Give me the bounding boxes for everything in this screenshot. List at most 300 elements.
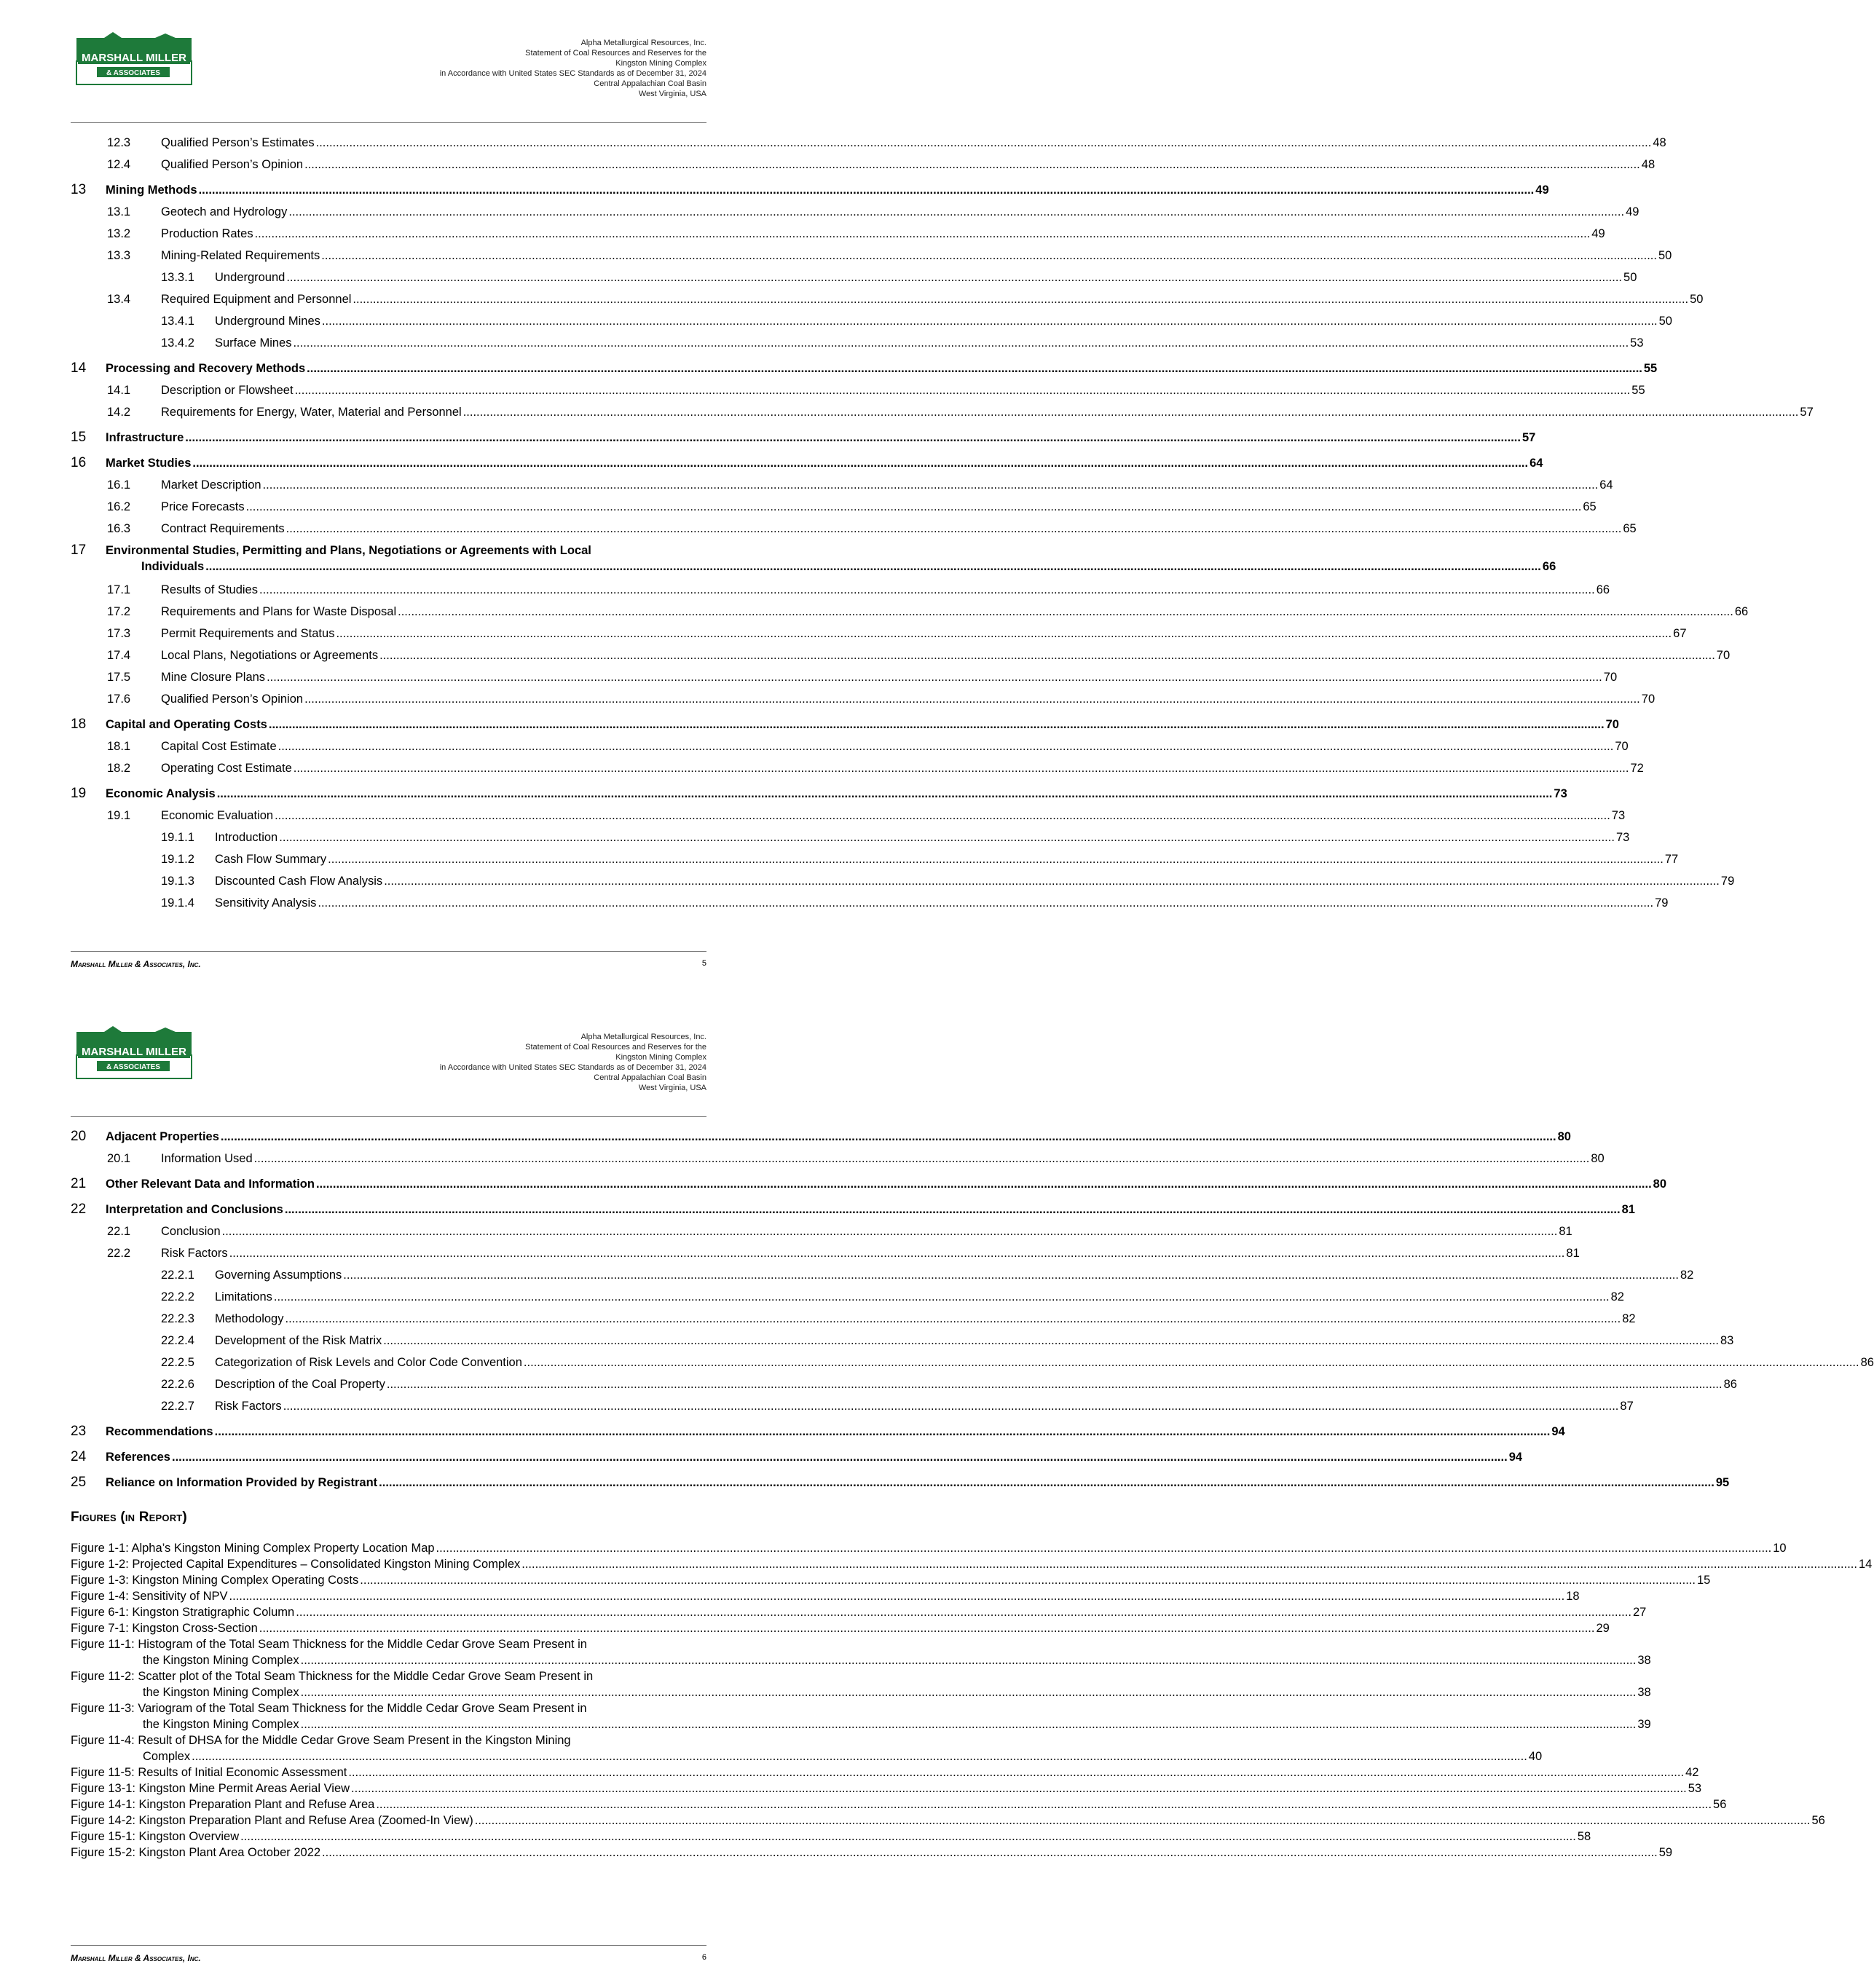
dot-leader <box>475 1813 1811 1829</box>
dot-leader <box>274 1286 1610 1308</box>
toc-entry[interactable] <box>71 178 1549 201</box>
toc-entry-title: Capital and Operating Costs <box>106 718 267 731</box>
toc-entry-page: 50 <box>1658 249 1672 262</box>
toc-entry[interactable] <box>71 379 1645 401</box>
header-line: West Virginia, USA <box>638 1084 706 1092</box>
toc-entry-title: Results of Studies <box>161 583 258 596</box>
figure-entry-page: 29 <box>1596 1622 1610 1635</box>
dot-leader <box>267 666 1602 688</box>
marshall-miller-logo <box>75 1026 193 1081</box>
figure-entry[interactable] <box>71 1700 1651 1732</box>
toc-entry-number: 22.2 <box>107 1247 131 1260</box>
toc-entry-title: Limitations <box>215 1290 272 1303</box>
toc-entry-page: 81 <box>1559 1225 1572 1238</box>
figure-entry[interactable] <box>71 1829 1591 1845</box>
header-line: Central Appalachian Coal Basin <box>594 1073 706 1082</box>
toc-entry-number: 13.2 <box>107 227 131 240</box>
toc-entry-page: 50 <box>1623 271 1637 284</box>
toc-entry-title: Production Rates <box>161 227 253 240</box>
toc-entry-page: 66 <box>1596 583 1610 596</box>
figure-entry-page: 56 <box>1713 1798 1727 1811</box>
header-line: Central Appalachian Coal Basin <box>594 79 706 88</box>
toc-entry-title: Underground Mines <box>215 315 320 328</box>
toc-entry-number: 16.3 <box>107 522 131 535</box>
toc-entry-page: 53 <box>1630 336 1644 350</box>
figure-entry-title: Figure 1-4: Sensitivity of NPV <box>71 1590 228 1603</box>
figure-entry-title: Figure 11-1: Histogram of the Total Seam Thickness for the Middle Cedar Grove Seam Present in <box>71 1638 587 1651</box>
header-line: West Virginia, USA <box>638 90 706 98</box>
toc-entry[interactable] <box>71 870 1735 892</box>
toc-entry[interactable] <box>71 735 1629 757</box>
toc-entry-number: 19.1.1 <box>161 831 194 844</box>
footer-company: Marshall Miller & Associates, Inc. <box>71 1953 201 1963</box>
dot-leader <box>275 805 1610 827</box>
toc-entry-page: 48 <box>1653 136 1666 149</box>
document-page-5 <box>0 0 1814 994</box>
figure-entry-title: Figure 15-1: Kingston Overview <box>71 1830 240 1843</box>
dot-leader <box>436 1540 1772 1556</box>
toc-entry-title: Governing Assumptions <box>215 1269 342 1282</box>
toc-entry-title: Qualified Person’s Opinion <box>161 158 304 171</box>
toc-entry-page: 50 <box>1690 293 1704 306</box>
toc-entry-number: 21 <box>71 1176 87 1191</box>
toc-entry-page: 73 <box>1554 787 1567 800</box>
toc-entry-number: 19.1.2 <box>161 853 194 866</box>
dot-leader <box>336 623 1672 644</box>
toc-entry-title: Geotech and Hydrology <box>161 205 288 218</box>
dot-leader <box>205 559 1541 575</box>
toc-entry-number: 13.4.1 <box>161 315 194 328</box>
toc-entry-page: 72 <box>1630 762 1644 775</box>
toc-entry[interactable] <box>71 1471 1730 1494</box>
toc-entry[interactable] <box>71 601 1749 623</box>
document-header-info <box>440 38 706 99</box>
toc-entry-title: Introduction <box>215 831 278 844</box>
dot-leader <box>192 1748 1527 1764</box>
dot-leader <box>304 154 1640 175</box>
toc-entry-page: 49 <box>1626 205 1639 218</box>
figure-entry-page: 38 <box>1637 1654 1651 1667</box>
toc-entry[interactable] <box>71 132 1666 154</box>
dot-leader <box>353 288 1688 310</box>
toc-entry-title: Requirements and Plans for Waste Disposal <box>161 605 397 618</box>
toc-entry-title: Description or Flowsheet <box>161 384 294 397</box>
toc-entry-page: 70 <box>1603 671 1618 684</box>
toc-entry-title: Environmental Studies, Permitting and Plans, Negotiations or Agreements with Local <box>106 544 591 557</box>
dot-leader <box>259 579 1595 601</box>
figure-entry-title: Figure 6-1: Kingston Stratigraphic Column <box>71 1606 295 1619</box>
dot-leader <box>263 474 1599 496</box>
toc-entry[interactable] <box>71 1264 1694 1286</box>
figure-entry-page: 18 <box>1566 1590 1580 1603</box>
figure-entry[interactable] <box>71 1636 1651 1668</box>
toc-entry[interactable] <box>71 1395 1634 1417</box>
toc-entry[interactable] <box>71 579 1610 601</box>
toc-entry[interactable] <box>71 223 1605 245</box>
dot-leader <box>283 1395 1619 1417</box>
figure-entry-title: Figure 1-3: Kingston Mining Complex Operating Costs <box>71 1574 359 1587</box>
toc-entry-page: 82 <box>1622 1312 1636 1325</box>
figure-entry-page: 27 <box>1632 1606 1647 1619</box>
dot-leader <box>348 1764 1684 1780</box>
toc-entry-title: Adjacent Properties <box>106 1130 219 1143</box>
toc-entry-number: 14.1 <box>107 384 131 397</box>
toc-entry[interactable] <box>71 848 1679 870</box>
figure-entry[interactable] <box>71 1540 1787 1556</box>
dot-leader <box>398 601 1733 623</box>
dot-leader <box>463 401 1799 423</box>
dot-leader <box>322 310 1658 332</box>
toc-entry-title: Description of the Coal Property <box>215 1378 385 1391</box>
toc-entry-title: Categorization of Risk Levels and Color Code Convention <box>215 1356 522 1369</box>
toc-entry-number: 16.2 <box>107 500 131 513</box>
document-page-6 <box>0 994 1874 1988</box>
svg-text:& ASSOCIATES: & ASSOCIATES <box>106 1063 160 1071</box>
dot-leader <box>383 1330 1719 1352</box>
figure-entry-page: 38 <box>1637 1686 1651 1699</box>
toc-entry-number: 13.3.1 <box>161 271 194 284</box>
figure-entry[interactable] <box>71 1588 1580 1604</box>
toc-entry-page: 66 <box>1542 560 1556 573</box>
figure-entry-page: 40 <box>1528 1750 1543 1763</box>
toc-entry-number: 17.2 <box>107 605 131 618</box>
toc-entry-number: 22.2.1 <box>161 1269 194 1282</box>
toc-entry[interactable] <box>71 1445 1523 1468</box>
toc-entry[interactable] <box>71 666 1618 688</box>
table-of-contents <box>71 132 1814 914</box>
dot-leader <box>321 245 1657 267</box>
toc-entry[interactable] <box>71 892 1669 914</box>
figure-entry-title-continued <box>143 1652 1651 1668</box>
dot-leader <box>285 1308 1621 1330</box>
dot-leader <box>328 848 1664 870</box>
dot-leader <box>286 267 1622 288</box>
dot-leader <box>294 757 1629 779</box>
toc-entry-page: 65 <box>1623 522 1637 535</box>
toc-entry[interactable] <box>71 288 1704 310</box>
toc-entry-number: 17 <box>71 543 87 558</box>
toc-entry[interactable] <box>71 154 1656 175</box>
toc-entry-number: 22.2.5 <box>161 1356 194 1369</box>
dot-leader <box>278 735 1614 757</box>
toc-entry-page: 83 <box>1720 1334 1734 1347</box>
toc-entry-page: 57 <box>1800 406 1814 419</box>
toc-entry-title: Individuals <box>141 560 205 573</box>
page-footer <box>71 1953 706 1963</box>
toc-entry-title: Reliance on Information Provided by Registrant <box>106 1476 378 1489</box>
figure-entry[interactable] <box>71 1668 1651 1700</box>
toc-entry-title: Operating Cost Estimate <box>161 762 292 775</box>
dot-leader <box>192 452 1528 475</box>
dot-leader <box>293 332 1629 354</box>
page-footer <box>71 959 706 969</box>
toc-entry[interactable] <box>71 332 1644 354</box>
figure-entry-title: the Kingston Mining Complex <box>143 1686 299 1699</box>
figure-entry[interactable] <box>71 1620 1610 1636</box>
toc-entry-title: Risk Factors <box>215 1400 282 1413</box>
toc-entry-page: 86 <box>1723 1378 1737 1391</box>
toc-entry[interactable] <box>71 1286 1624 1308</box>
dot-leader <box>295 379 1631 401</box>
toc-entry[interactable] <box>71 1172 1667 1195</box>
toc-entry-page: 49 <box>1591 227 1605 240</box>
toc-entry[interactable] <box>71 518 1637 540</box>
figure-entry[interactable] <box>71 1845 1673 1861</box>
toc-entry-page: 70 <box>1615 740 1629 753</box>
toc-entry-number: 22.2.6 <box>161 1378 194 1391</box>
toc-entry-number: 18.1 <box>107 740 131 753</box>
svg-text:& ASSOCIATES: & ASSOCIATES <box>106 69 160 77</box>
dot-leader <box>296 1604 1631 1620</box>
toc-entry-page: 70 <box>1716 649 1731 662</box>
toc-entry[interactable] <box>71 1308 1636 1330</box>
dot-leader <box>521 1556 1857 1572</box>
dot-leader <box>360 1572 1696 1588</box>
figure-entry[interactable] <box>71 1764 1699 1780</box>
toc-entry[interactable] <box>71 357 1658 379</box>
toc-entry-number: 19.1.4 <box>161 896 194 910</box>
dot-leader <box>376 1796 1712 1813</box>
figure-entry[interactable] <box>71 1732 1543 1764</box>
toc-entry-page: 80 <box>1591 1152 1605 1165</box>
toc-entry[interactable] <box>71 805 1626 827</box>
toc-entry-title: Mining-Related Requirements <box>161 249 320 262</box>
toc-entry-number: 14.2 <box>107 406 131 419</box>
toc-entry-page: 80 <box>1653 1178 1667 1191</box>
toc-entry-number: 16.1 <box>107 478 131 492</box>
figure-entry-title: Figure 11-5: Results of Initial Economic Assessment <box>71 1766 347 1779</box>
toc-entry-number: 22.2.7 <box>161 1400 194 1413</box>
dot-leader <box>221 1126 1556 1148</box>
dot-leader <box>269 714 1605 736</box>
toc-entry[interactable] <box>71 401 1814 423</box>
toc-entry-page: 87 <box>1620 1400 1634 1413</box>
header-line: Kingston Mining Complex <box>615 1053 706 1062</box>
toc-entry-number: 13.4.2 <box>161 336 194 350</box>
toc-entry-title: Underground <box>215 271 286 284</box>
toc-entry-number: 18.2 <box>107 762 131 775</box>
toc-entry-number: 20 <box>71 1129 87 1144</box>
dot-leader <box>316 132 1652 154</box>
dot-leader <box>288 201 1624 223</box>
dot-leader <box>387 1373 1723 1395</box>
toc-entry-number: 22.1 <box>107 1225 131 1238</box>
figure-entry-page: 10 <box>1773 1542 1787 1555</box>
toc-entry-page: 66 <box>1734 605 1749 618</box>
dot-leader <box>343 1264 1679 1286</box>
figures-heading: Figures (in Report) <box>71 1510 187 1525</box>
page-number: 6 <box>701 1953 706 1962</box>
header-line: in Accordance with United States SEC Standards as of December 31, 2024 <box>439 69 706 78</box>
document-header-info <box>440 1032 706 1093</box>
figure-entry-page: 53 <box>1688 1782 1702 1795</box>
toc-entry-number: 17.3 <box>107 627 131 640</box>
toc-entry-title: Market Description <box>161 478 261 492</box>
toc-entry[interactable] <box>71 1148 1605 1169</box>
dot-leader <box>229 1242 1565 1264</box>
toc-entry-page: 55 <box>1631 384 1645 397</box>
figure-entry-page: 39 <box>1637 1718 1651 1731</box>
figure-entry-title: Figure 15-2: Kingston Plant Area October 2022 <box>71 1846 321 1859</box>
header-divider <box>71 1116 706 1117</box>
toc-entry-number: 18 <box>71 717 87 732</box>
header-line: Statement of Coal Resources and Reserves for the <box>525 1043 706 1052</box>
toc-entry[interactable] <box>71 782 1567 805</box>
toc-entry-title: Surface Mines <box>215 336 292 350</box>
figure-entry[interactable] <box>71 1604 1647 1620</box>
figure-entry-title-continued <box>143 1684 1651 1700</box>
toc-entry[interactable] <box>71 496 1597 518</box>
figure-entry-title: Figure 11-4: Result of DHSA for the Middle Cedar Grove Seam Present in the Kingston Mining <box>71 1734 571 1747</box>
toc-entry[interactable] <box>71 451 1543 474</box>
figure-entry[interactable] <box>71 1813 1825 1829</box>
toc-entry-title: Interpretation and Conclusions <box>106 1203 283 1216</box>
header-line: Alpha Metallurgical Resources, Inc. <box>580 39 706 47</box>
toc-entry[interactable] <box>71 644 1731 666</box>
toc-entry-title: Conclusion <box>161 1225 221 1238</box>
toc-entry-title: Permit Requirements and Status <box>161 627 335 640</box>
figure-entry-page: 59 <box>1658 1846 1673 1859</box>
toc-entry-number: 13.1 <box>107 205 131 218</box>
toc-entry[interactable] <box>71 827 1630 848</box>
toc-entry-number: 25 <box>71 1475 87 1490</box>
toc-entry-page: 73 <box>1611 809 1626 822</box>
toc-entry[interactable] <box>71 267 1637 288</box>
figure-entry[interactable] <box>71 1796 1727 1813</box>
toc-entry[interactable] <box>71 713 1619 735</box>
toc-entry-title: Economic Analysis <box>106 787 216 800</box>
figure-entry-title: Figure 11-2: Scatter plot of the Total Seam Thickness for the Middle Cedar Grove Seam Present in <box>71 1670 594 1683</box>
dot-leader <box>240 1829 1576 1845</box>
dot-leader <box>285 1199 1621 1221</box>
dot-leader <box>222 1220 1558 1242</box>
figure-entry-title: Figure 1-1: Alpha’s Kingston Mining Complex Property Location Map <box>71 1542 435 1555</box>
figure-entry[interactable] <box>71 1556 1873 1572</box>
toc-entry-title: Qualified Person’s Estimates <box>161 136 315 149</box>
toc-entry-number: 20.1 <box>107 1152 131 1165</box>
dot-leader <box>215 1421 1551 1443</box>
toc-entry-number: 19.1.3 <box>161 875 194 888</box>
toc-entry-title: Recommendations <box>106 1425 213 1438</box>
header-divider <box>71 122 706 123</box>
dot-leader <box>379 644 1715 666</box>
toc-entry[interactable] <box>71 474 1613 496</box>
dot-leader <box>384 870 1720 892</box>
toc-entry-title: References <box>106 1451 170 1464</box>
dot-leader <box>301 1716 1637 1732</box>
toc-entry[interactable] <box>71 1242 1580 1264</box>
toc-entry[interactable] <box>71 1220 1572 1242</box>
toc-entry-number: 22.2.3 <box>161 1312 194 1325</box>
toc-entry-number: 17.5 <box>107 671 131 684</box>
dot-leader <box>316 1173 1652 1196</box>
dot-leader <box>259 1620 1595 1636</box>
dot-leader <box>172 1446 1508 1469</box>
toc-entry-number: 17.1 <box>107 583 131 596</box>
figure-entry-page: 58 <box>1577 1830 1591 1843</box>
toc-entry-page: 94 <box>1508 1451 1523 1464</box>
toc-entry-page: 64 <box>1599 478 1613 492</box>
dot-leader <box>229 1588 1565 1604</box>
toc-entry[interactable] <box>71 1420 1565 1443</box>
marshall-miller-logo <box>75 32 193 87</box>
toc-entry[interactable] <box>71 245 1672 267</box>
dot-leader <box>307 358 1642 380</box>
toc-entry-number: 13.4 <box>107 293 131 306</box>
toc-entry-number: 16 <box>71 455 87 470</box>
toc-entry-title: Mining Methods <box>106 184 197 197</box>
toc-entry-page: 73 <box>1615 831 1630 844</box>
toc-entry-page: 82 <box>1610 1290 1624 1303</box>
toc-entry-page: 64 <box>1529 457 1543 470</box>
header-line: in Accordance with United States SEC Standards as of December 31, 2024 <box>439 1063 706 1072</box>
toc-entry[interactable] <box>71 757 1644 779</box>
toc-entry-page: 57 <box>1521 431 1536 444</box>
toc-entry[interactable] <box>71 1373 1737 1395</box>
footer-company: Marshall Miller & Associates, Inc. <box>71 959 201 969</box>
figure-entry-page: 15 <box>1696 1574 1711 1587</box>
toc-entry[interactable] <box>71 688 1656 710</box>
figure-entry-page: 42 <box>1685 1766 1699 1779</box>
toc-entry[interactable] <box>71 201 1639 223</box>
toc-entry-number: 19 <box>71 786 87 801</box>
figure-entry-page: 14 <box>1858 1558 1873 1571</box>
dot-leader <box>318 892 1653 914</box>
toc-entry-number: 12.3 <box>107 136 131 149</box>
toc-entry-title: Price Forecasts <box>161 500 245 513</box>
dot-leader <box>254 1148 1590 1169</box>
toc-entry-title: Required Equipment and Personnel <box>161 293 352 306</box>
toc-entry[interactable] <box>71 426 1536 449</box>
toc-entry-page: 79 <box>1655 896 1669 910</box>
dot-leader <box>322 1845 1658 1861</box>
figure-entry-title: Figure 7-1: Kingston Cross-Section <box>71 1622 258 1635</box>
toc-entry-title: Sensitivity Analysis <box>215 896 317 910</box>
toc-entry[interactable] <box>71 1198 1635 1220</box>
toc-entry-page: 95 <box>1715 1476 1730 1489</box>
toc-entry[interactable] <box>71 543 1556 579</box>
dot-leader <box>379 1472 1714 1494</box>
toc-entry[interactable] <box>71 623 1687 644</box>
toc-entry-title: Requirements for Energy, Water, Material and Personnel <box>161 406 462 419</box>
dot-leader <box>279 827 1615 848</box>
figure-entry-title: Complex <box>143 1750 191 1763</box>
toc-entry-page: 86 <box>1860 1356 1874 1369</box>
dot-leader <box>246 496 1582 518</box>
toc-entry-page: 49 <box>1535 184 1549 197</box>
toc-entry-title: Economic Evaluation <box>161 809 274 822</box>
toc-entry-page: 82 <box>1680 1269 1694 1282</box>
toc-entry-page: 94 <box>1551 1425 1565 1438</box>
toc-entry-number: 23 <box>71 1424 87 1439</box>
toc-entry-page: 65 <box>1583 500 1597 513</box>
toc-entry-number: 17.6 <box>107 693 131 706</box>
dot-leader <box>301 1652 1637 1668</box>
svg-text:MARSHALL MILLER: MARSHALL MILLER <box>82 1046 186 1058</box>
toc-entry[interactable] <box>71 310 1672 332</box>
toc-entry-title: Market Studies <box>106 457 192 470</box>
figure-entry-page: 56 <box>1811 1814 1825 1827</box>
figure-entry[interactable] <box>71 1780 1702 1796</box>
toc-entry[interactable] <box>71 1330 1734 1352</box>
figure-entry[interactable] <box>71 1572 1711 1588</box>
toc-entry-title: Methodology <box>215 1312 284 1325</box>
toc-entry-title: Processing and Recovery Methods <box>106 362 306 375</box>
list-of-figures <box>71 1540 1873 1861</box>
toc-entry[interactable] <box>71 1125 1571 1148</box>
dot-leader <box>286 518 1622 540</box>
toc-entry[interactable] <box>71 1352 1874 1373</box>
